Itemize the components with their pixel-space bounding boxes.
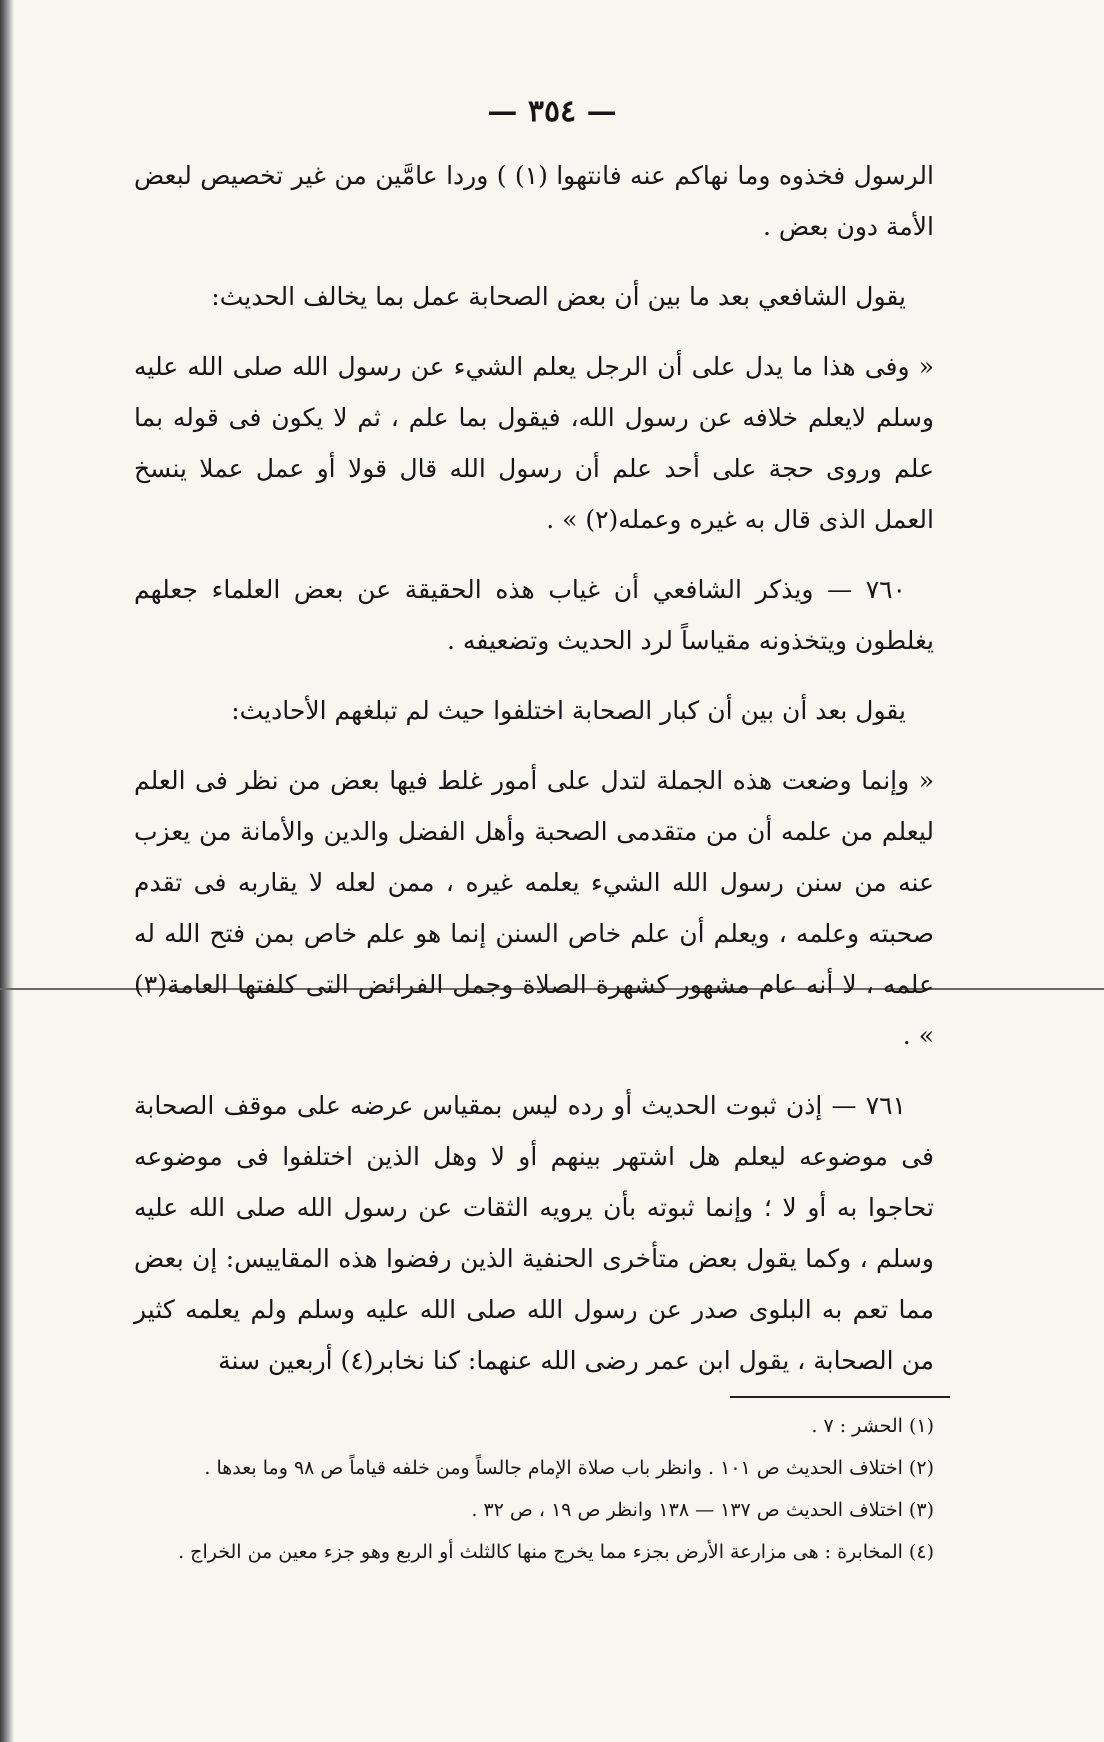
footnote: (٢) اختلاف الحديث ص ١٠١ . وانظر باب صلاة الإمام جالساً ومن خلفه قياماً ص ٩٨ وما بعدها . [204,1457,934,1479]
quotation: « وفى هذا ما يدل على أن الرجل يعلم الشيء عن رسول الله صلى الله عليه وسلم لايعلم خلافه عن رسول الله، فيقول بما علم ، ثم لا يكون فى قوله بما علم وروى حجة على أحد علم أن رسول الله قال قولا أو عمل عملا ينسخ العمل الذى قال به غيره وعمله(٢) » . [134,352,934,534]
quotation: « وإنما وضعت هذه الجملة لتدل على أمور غلط فيها بعض من نظر فى العلم ليعلم من علمه أن من متقدمى الصحبة وأهل الفضل والدين والأمانة من يعزب عنه من سنن رسول الله الشيء يعلمه غيره ، ممن لعله لا يقاربه فى تقدم صحبته وعلمه ، ويعلم أن علم خاص السنن إنما هو علم خاص بمن فتح الله له علمه ، لا أنه عام مشهور كشهرة الصلاة وجمل الفرائض التى كلفتها العامة(٣) » . [134,766,934,1050]
paragraph: ٧٦٠ — ويذكر الشافعي أن غياب هذه الحقيقة عن بعض العلماء جعلهم يغلطون ويتخذونه مقياساً لرد الحديث وتضعيفه . [134,575,934,655]
footnotes [134,1408,934,1576]
paragraph: يقول الشافعي بعد ما بين أن بعض الصحابة عمل بما يخالف الحديث: [211,282,906,311]
footnote: (١) الحشر : ٧ . [811,1415,934,1437]
paragraph: يقول بعد أن بين أن كبار الصحابة اختلفوا حيث لم تبلغهم الأحاديث: [231,696,906,725]
paragraph: ٧٦١ — إذن ثبوت الحديث أو رده ليس بمقياس عرضه على موقف الصحابة فى موضوعه ليعلم هل اشتهر بينهم أو لا وهل الذين اختلفوا فى موضوعه تحاجوا به أو لا ؛ وإنما ثبوته بأن يرويه الثقات عن رسول الله صلى الله عليه وسلم ، وكما يقول بعض متأخرى الحنفية الذين رفضوا هذه المقاييس: إن بعض مما تعم به البلوى صدر عن رسول الله صلى الله عليه وسلم ولم يعلمه كثير من الصحابة ، يقول ابن عمر رضى الله عنهما: كنا نخابر(٤) أربعين سنة [134,1091,934,1375]
footnote: (٤) المخابرة : هى مزارعة الأرض بجزء مما يخرج منها كالثلث أو الربع وهو جزء معين من الخراج . [178,1541,934,1563]
paragraph: الرسول فخذوه وما نهاكم عنه فانتهوا (١) ) وردا عامَّين من غير تخصيص لبعض الأمة دون بعض . [134,161,934,241]
page-number: — ٣٥٤ — [487,94,617,129]
main-text [134,150,934,1405]
footnote: (٣) اختلاف الحديث ص ١٣٧ — ١٣٨ وانظر ص ١٩ ، ص ٣٢ . [471,1499,934,1521]
scan-binding-edge [0,0,14,1742]
footnote-separator [730,1396,950,1398]
